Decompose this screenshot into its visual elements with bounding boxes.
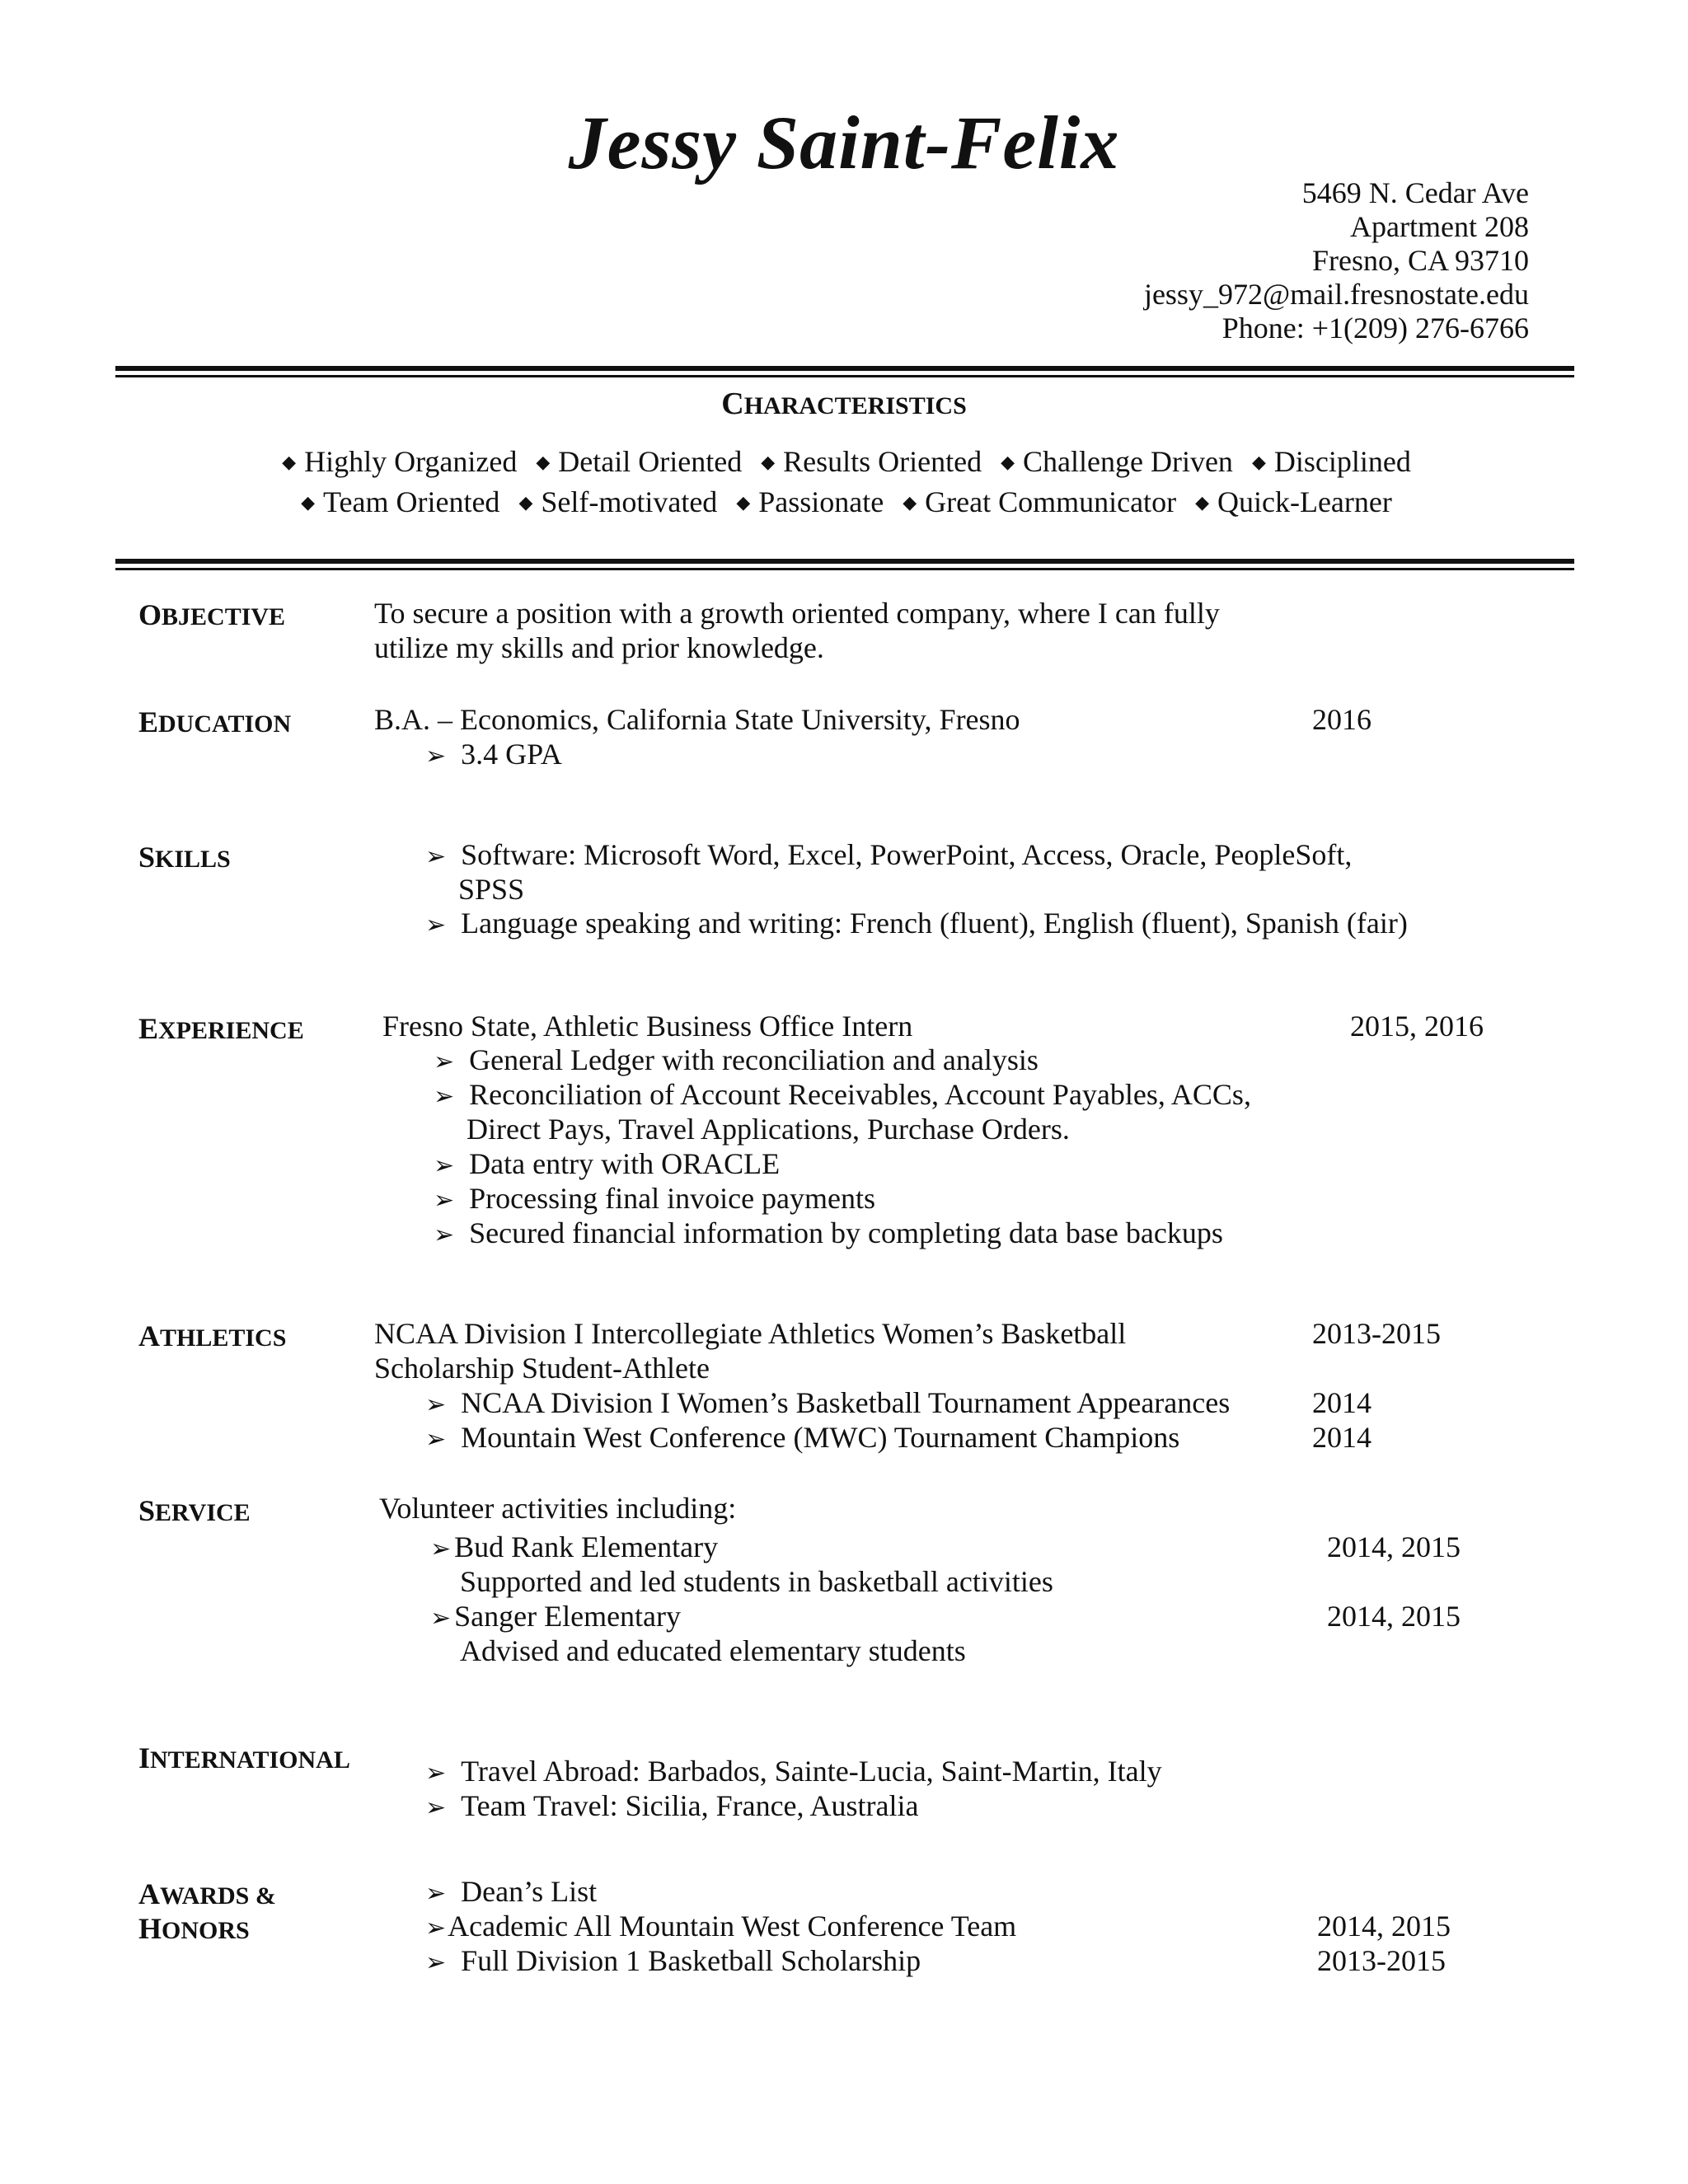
skills-bullet-software-cont: SPSS	[458, 873, 525, 906]
service-item-desc: Supported and led students in basketball activities	[460, 1565, 1053, 1598]
international-bullet: ➢ Team Travel: Sicilia, France, Australia	[425, 1789, 919, 1822]
experience-bullet: ➢ Reconciliation of Account Receivables, Account Payables, ACCs,	[434, 1078, 1251, 1111]
service-item-desc: Advised and educated elementary students	[460, 1634, 966, 1667]
experience-bullet: ➢ General Ledger with reconciliation and analysis	[434, 1043, 1039, 1076]
service-item: ➢ Bud Rank Elementary	[430, 1530, 719, 1563]
characteristics-line-2	[0, 484, 1688, 521]
awards-bullet-years: 2013-2015	[1317, 1944, 1446, 1977]
diamond-bullet-icon: ◆	[1001, 452, 1015, 472]
experience-title: Fresno State, Athletic Business Office Intern	[382, 1010, 913, 1043]
international-label: INTERNATIONAL	[138, 1741, 350, 1774]
contact-block	[1144, 176, 1529, 345]
divider-top-thick	[115, 366, 1574, 371]
characteristics-line-1	[0, 443, 1688, 480]
characteristic-item: Great Communicator	[925, 485, 1177, 518]
objective-label: OBJECTIVE	[138, 598, 286, 631]
service-label: SERVICE	[138, 1494, 251, 1527]
experience-years: 2015, 2016	[1350, 1010, 1484, 1043]
arrow-bullet-icon: ➢	[434, 1187, 455, 1214]
experience-bullet: ➢ Secured financial information by completing data base backups	[434, 1216, 1223, 1249]
athletics-bullet-year: 2014	[1312, 1386, 1372, 1419]
arrow-bullet-icon: ➢	[434, 1083, 455, 1110]
divider-top-thin	[115, 375, 1574, 377]
characteristic-item: Quick-Learner	[1217, 485, 1392, 518]
service-item-years: 2014, 2015	[1327, 1530, 1461, 1563]
arrow-bullet-icon: ➢	[425, 843, 447, 870]
experience-label: EXPERIENCE	[138, 1012, 304, 1045]
diamond-bullet-icon: ◆	[301, 492, 316, 513]
arrow-bullet-icon: ➢	[434, 1048, 455, 1076]
education-year: 2016	[1312, 703, 1372, 736]
awards-bullet: ➢ Dean’s List	[425, 1875, 598, 1908]
international-bullet: ➢ Travel Abroad: Barbados, Sainte-Lucia, Saint-Martin, Italy	[425, 1755, 1162, 1788]
characteristic-item: Highly Organized	[304, 445, 518, 478]
characteristic-item: Results Oriented	[783, 445, 982, 478]
objective-line-2: utilize my skills and prior knowledge.	[374, 631, 824, 664]
service-item: ➢ Sanger Elementary	[430, 1600, 682, 1633]
characteristic-item: Challenge Driven	[1023, 445, 1233, 478]
address-apartment: Apartment 208	[1350, 210, 1529, 243]
diamond-bullet-icon: ◆	[903, 492, 917, 513]
characteristics-heading: CHARACTERISTICS	[721, 387, 967, 421]
arrow-bullet-icon: ➢	[425, 1949, 447, 1976]
arrow-bullet-icon: ➢	[434, 1221, 455, 1249]
athletics-line-2: Scholarship Student-Athlete	[374, 1352, 710, 1385]
education-label: EDUCATION	[138, 705, 292, 738]
skills-bullet-language: ➢ Language speaking and writing: French (fluent), English (fluent), Spanish (fair)	[425, 907, 1408, 940]
athletics-years: 2013-2015	[1312, 1317, 1441, 1350]
arrow-bullet-icon: ➢	[425, 1426, 447, 1453]
arrow-bullet-icon: ➢	[430, 1535, 452, 1563]
skills-bullet-software: ➢ Software: Microsoft Word, Excel, PowerPoint, Access, Oracle, PeopleSoft,	[425, 838, 1353, 871]
awards-bullet: ➢Academic All Mountain West Conference Team	[425, 1910, 1017, 1943]
arrow-bullet-icon: ➢	[425, 1391, 447, 1418]
experience-bullet: ➢ Processing final invoice payments	[434, 1182, 876, 1215]
diamond-bullet-icon: ◆	[1195, 492, 1209, 513]
characteristic-item: Detail Oriented	[558, 445, 743, 478]
athletics-bullet: ➢ Mountain West Conference (MWC) Tournament Champions	[425, 1421, 1180, 1454]
characteristic-item: Self-motivated	[541, 485, 718, 518]
characteristic-item: Disciplined	[1273, 445, 1411, 478]
arrow-bullet-icon: ➢	[425, 912, 447, 939]
arrow-bullet-icon: ➢	[425, 1915, 447, 1942]
skills-label: SKILLS	[138, 841, 231, 874]
experience-bullet-cont: Direct Pays, Travel Applications, Purchase Orders.	[467, 1113, 1070, 1146]
awards-label-line-1: AWARDS &	[138, 1877, 276, 1910]
arrow-bullet-icon: ➢	[425, 1794, 447, 1821]
awards-bullet-years: 2014, 2015	[1317, 1910, 1451, 1943]
diamond-bullet-icon: ◆	[282, 452, 297, 472]
awards-label-line-2: HONORS	[138, 1912, 250, 1945]
address-street: 5469 N. Cedar Ave	[1301, 176, 1529, 209]
education-bullet: ➢ 3.4 GPA	[425, 738, 562, 771]
service-item-years: 2014, 2015	[1327, 1600, 1461, 1633]
diamond-bullet-icon: ◆	[536, 452, 551, 472]
athletics-label: ATHLETICS	[138, 1319, 287, 1352]
experience-bullet: ➢ Data entry with ORACLE	[434, 1147, 781, 1180]
resume-name: Jessy Saint-Felix	[568, 101, 1120, 185]
divider-mid-thick	[115, 559, 1574, 564]
diamond-bullet-icon: ◆	[761, 452, 776, 472]
diamond-bullet-icon: ◆	[518, 492, 533, 513]
arrow-bullet-icon: ➢	[425, 743, 447, 770]
characteristic-item: Passionate	[758, 485, 884, 518]
contact-phone: Phone: +1(209) 276-6766	[1221, 312, 1529, 344]
divider-mid-thin	[115, 568, 1574, 570]
contact-email: jessy_972@mail.fresnostate.edu	[1143, 278, 1529, 311]
characteristic-item: Team Oriented	[323, 485, 500, 518]
objective-line-1: To secure a position with a growth oriented company, where I can fully	[374, 597, 1220, 630]
diamond-bullet-icon: ◆	[736, 492, 751, 513]
athletics-bullet-year: 2014	[1312, 1421, 1372, 1454]
arrow-bullet-icon: ➢	[434, 1152, 455, 1179]
diamond-bullet-icon: ◆	[1251, 452, 1266, 472]
address-city: Fresno, CA 93710	[1311, 244, 1529, 277]
service-intro: Volunteer activities including:	[379, 1492, 737, 1525]
awards-bullet: ➢ Full Division 1 Basketball Scholarship	[425, 1944, 921, 1977]
arrow-bullet-icon: ➢	[430, 1605, 452, 1632]
athletics-bullet: ➢ NCAA Division I Women’s Basketball Tournament Appearances	[425, 1386, 1231, 1419]
athletics-line-1: NCAA Division I Intercollegiate Athletics Women’s Basketball	[374, 1317, 1127, 1350]
education-degree: B.A. – Economics, California State University, Fresno	[374, 703, 1020, 736]
arrow-bullet-icon: ➢	[425, 1760, 447, 1787]
arrow-bullet-icon: ➢	[425, 1880, 447, 1907]
